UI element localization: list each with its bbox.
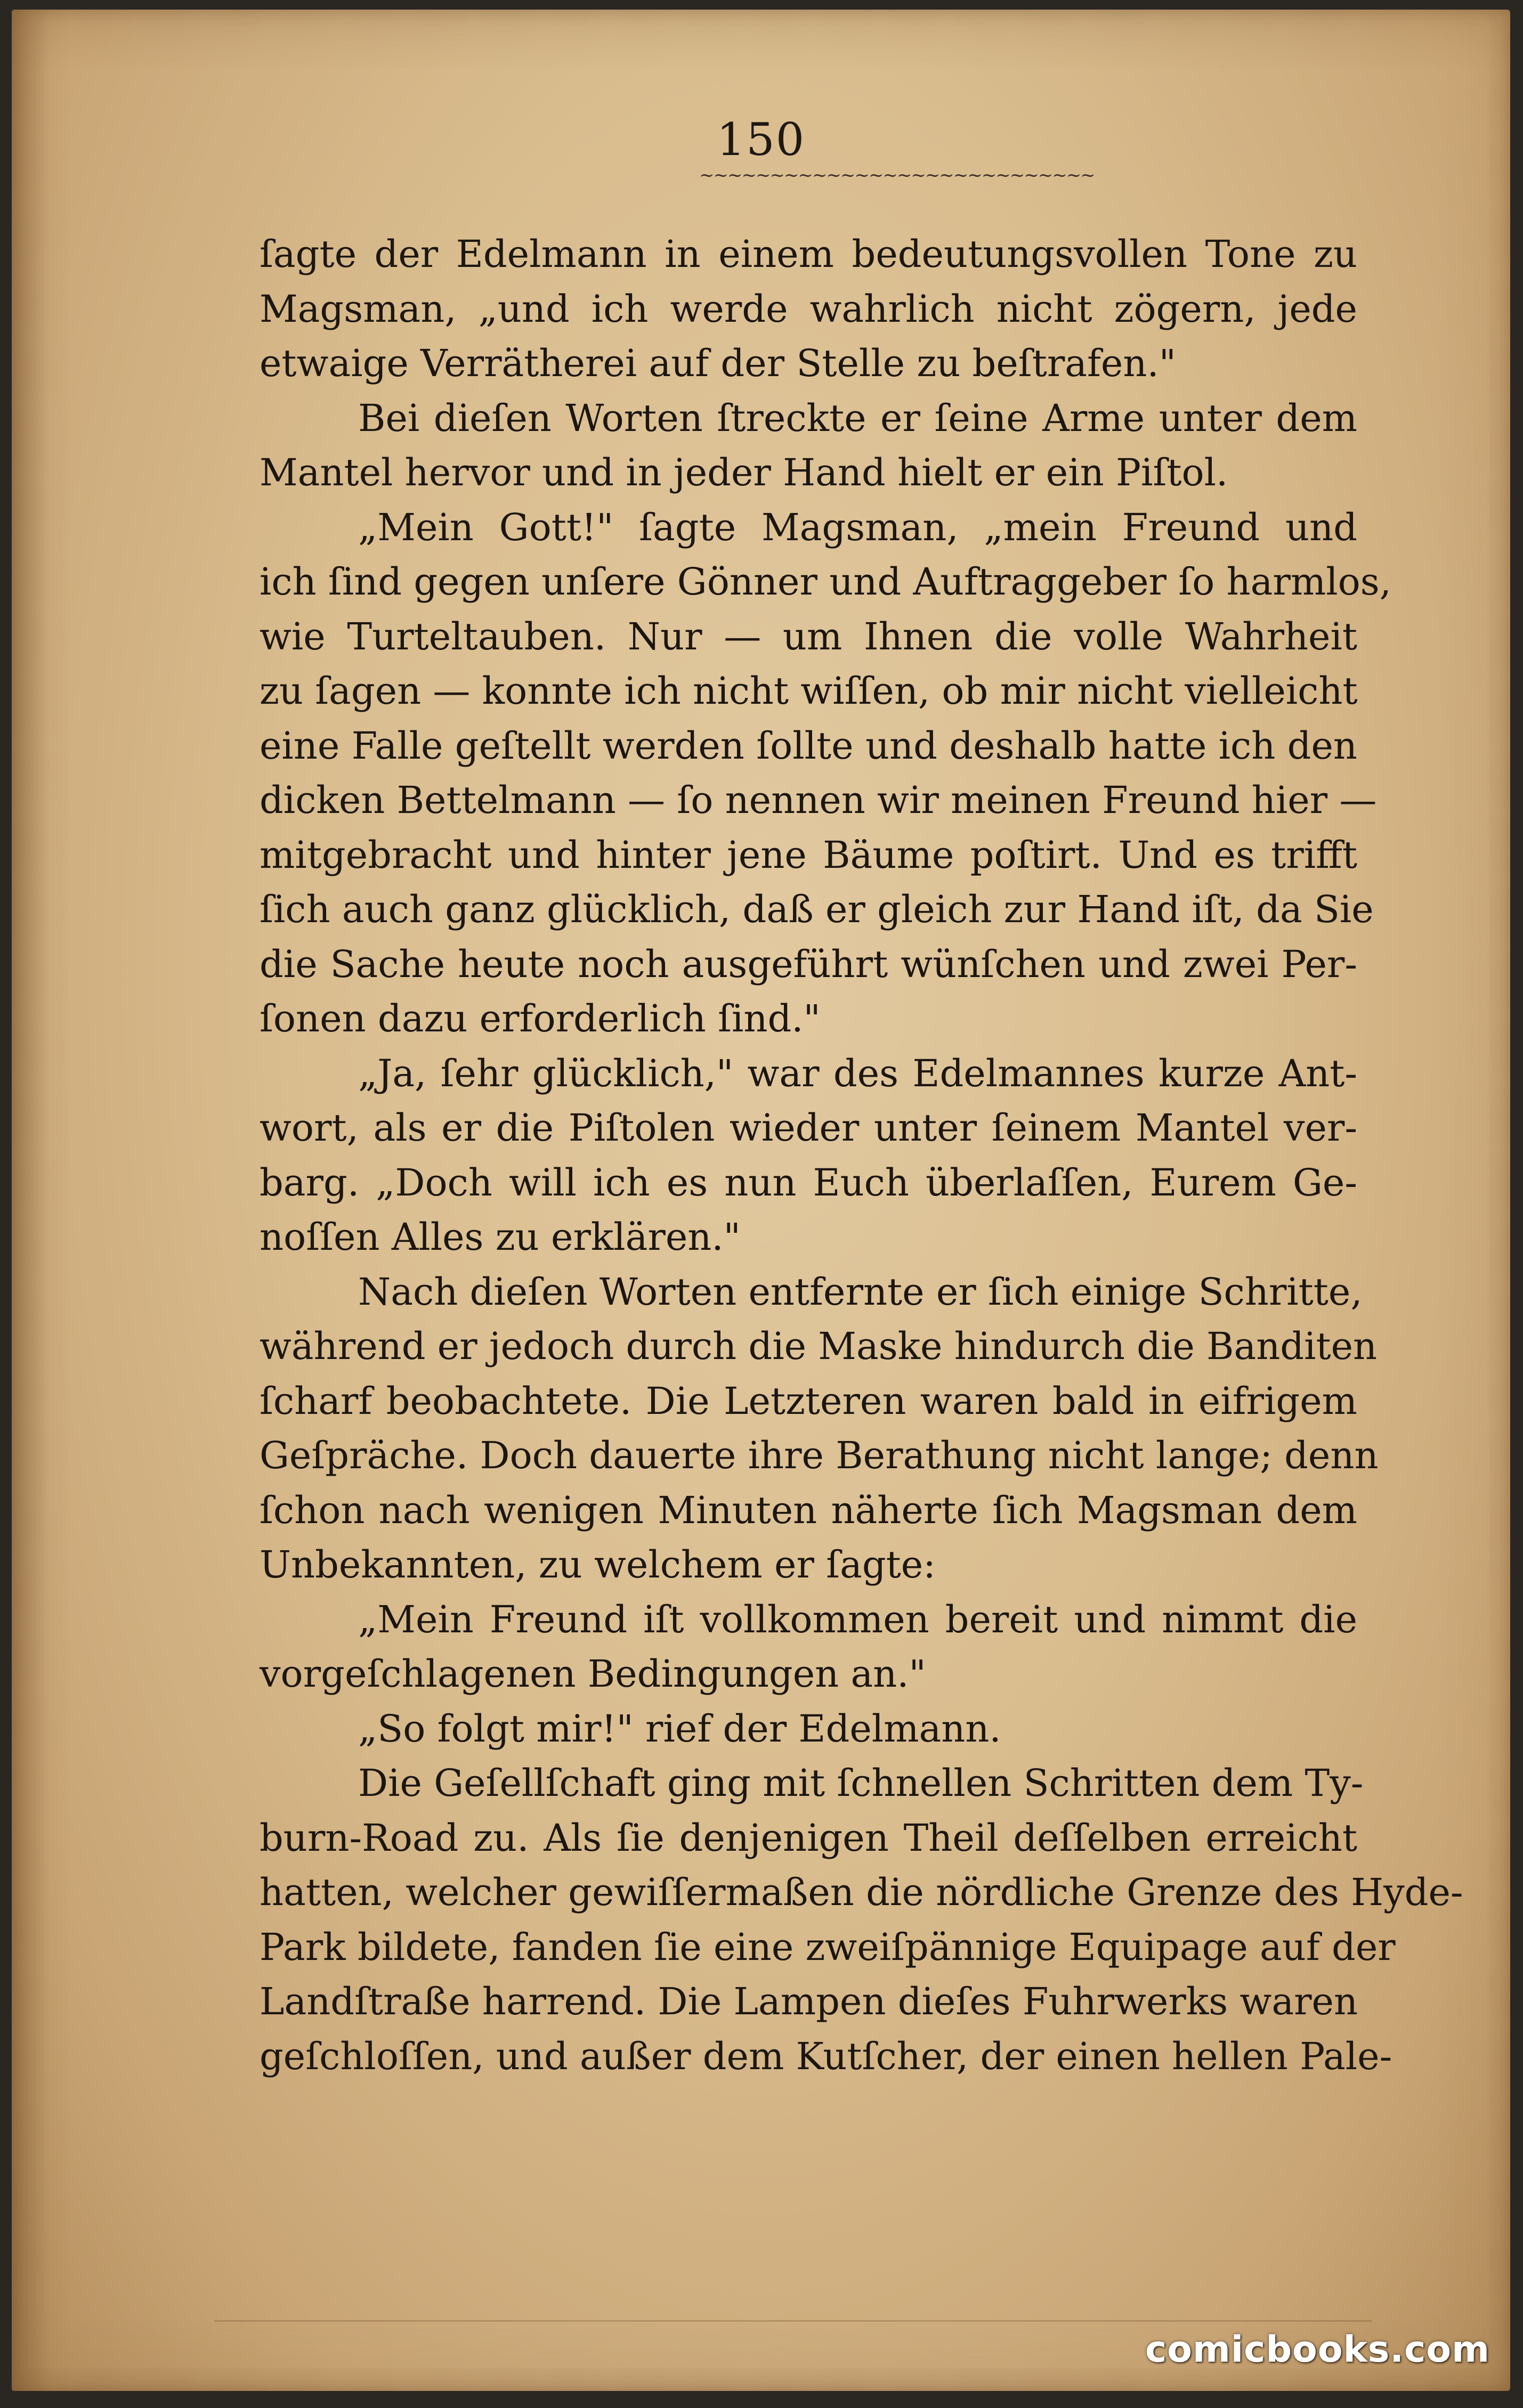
text-line: Bei dieſen Worten ſtreckte er ſeine Arme unter dem xyxy=(358,396,1357,440)
text-line: Park bildete, fanden ſie eine zweiſpännige Equipage auf der xyxy=(260,1925,1396,1969)
text-line: hatten, welcher gewiſſermaßen die nördliche Grenze des Hyde- xyxy=(260,1870,1463,1914)
text-line: vorgeſchlagenen Bedingungen an." xyxy=(260,1652,926,1696)
text-line: Mantel hervor und in jeder Hand hielt er ein Piſtol. xyxy=(260,451,1228,494)
text-line: etwaige Verrätherei auf der Stelle zu beſtrafen." xyxy=(260,341,1176,385)
text-line: „Mein Freund iſt vollkommen bereit und nimmt die xyxy=(358,1597,1357,1641)
text-line: dicken Bettelmann — ſo nennen wir meinen Freund hier — xyxy=(260,778,1377,822)
text-line: Landſtraße harrend. Die Lampen dieſes Fuhrwerks waren xyxy=(260,1980,1358,2023)
text-line: noſſen Alles zu erklären." xyxy=(260,1215,741,1259)
text-line: „Ja, ſehr glücklich," war des Edelmannes kurze Ant- xyxy=(358,1051,1357,1095)
text-line: Unbekannten, zu welchem er ſagte: xyxy=(260,1543,936,1587)
text-line: Nach dieſen Worten entfernte er ſich einige Schritte, xyxy=(358,1270,1363,1314)
text-line: ſchon nach wenigen Minuten näherte ſich Magsman dem xyxy=(260,1488,1357,1532)
bottom-edge-mark xyxy=(214,2320,1372,2322)
text-line: ſagte der Edelmann in einem bedeutungsvollen Tone zu xyxy=(260,232,1357,276)
text-line: Die Geſellſchaft ging mit ſchnellen Schritten dem Ty- xyxy=(358,1761,1364,1805)
text-line: während er jedoch durch die Maske hindurch die Banditen xyxy=(260,1324,1378,1368)
text-line: ſcharf beobachtete. Die Letzteren waren bald in eifrigem xyxy=(260,1379,1357,1423)
text-line: „So folgt mir!" rief der Edelmann. xyxy=(358,1706,1001,1751)
ornamental-rule: ~~~~~~~~~~~~~~~~~~~~~~~~~~~~ xyxy=(699,165,1095,186)
text-line: „Mein Gott!" ſagte Magsman, „mein Freund und xyxy=(358,505,1357,549)
text-line: Magsman, „und ich werde wahrlich nicht zögern, jede xyxy=(260,287,1357,331)
text-line: geſchloſſen, und außer dem Kutſcher, der einen hellen Pale- xyxy=(260,2034,1392,2078)
text-line: barg. „Doch will ich es nun Euch überlaſſen, Eurem Ge- xyxy=(260,1160,1357,1205)
book-page xyxy=(12,10,1510,2391)
text-line: eine Falle geſtellt werden ſollte und deshalb hatte ich den xyxy=(260,723,1357,768)
text-line: mitgebracht und hinter jene Bäume poſtirt. Und es trifft xyxy=(260,833,1357,877)
body-text xyxy=(260,227,1463,2084)
page-number: 150 xyxy=(716,113,806,166)
text-line: ſich auch ganz glücklich, daß er gleich zur Hand iſt, da Sie xyxy=(260,888,1374,931)
text-line: zu ſagen — konnte ich nicht wiſſen, ob mir nicht vielleicht xyxy=(260,669,1358,713)
text-line: die Sache heute noch ausgeführt wünſchen und zwei Per- xyxy=(260,942,1357,986)
text-line: wort, als er die Piſtolen wieder unter ſeinem Mantel ver- xyxy=(260,1106,1357,1150)
text-line: ich ſind gegen unſere Gönner und Auftraggeber ſo harmlos, xyxy=(260,560,1391,604)
text-line: Geſpräche. Doch dauerte ihre Berathung nicht lange; denn xyxy=(260,1434,1379,1477)
watermark: comicbooks.com xyxy=(1145,2329,1490,2371)
text-line: ſonen dazu erforderlich ſind." xyxy=(260,997,821,1040)
text-line: burn-Road zu. Als ſie denjenigen Theil deſſelben erreicht xyxy=(260,1816,1357,1860)
text-line: wie Turteltauben. Nur — um Ihnen die volle Wahrheit xyxy=(260,614,1357,658)
